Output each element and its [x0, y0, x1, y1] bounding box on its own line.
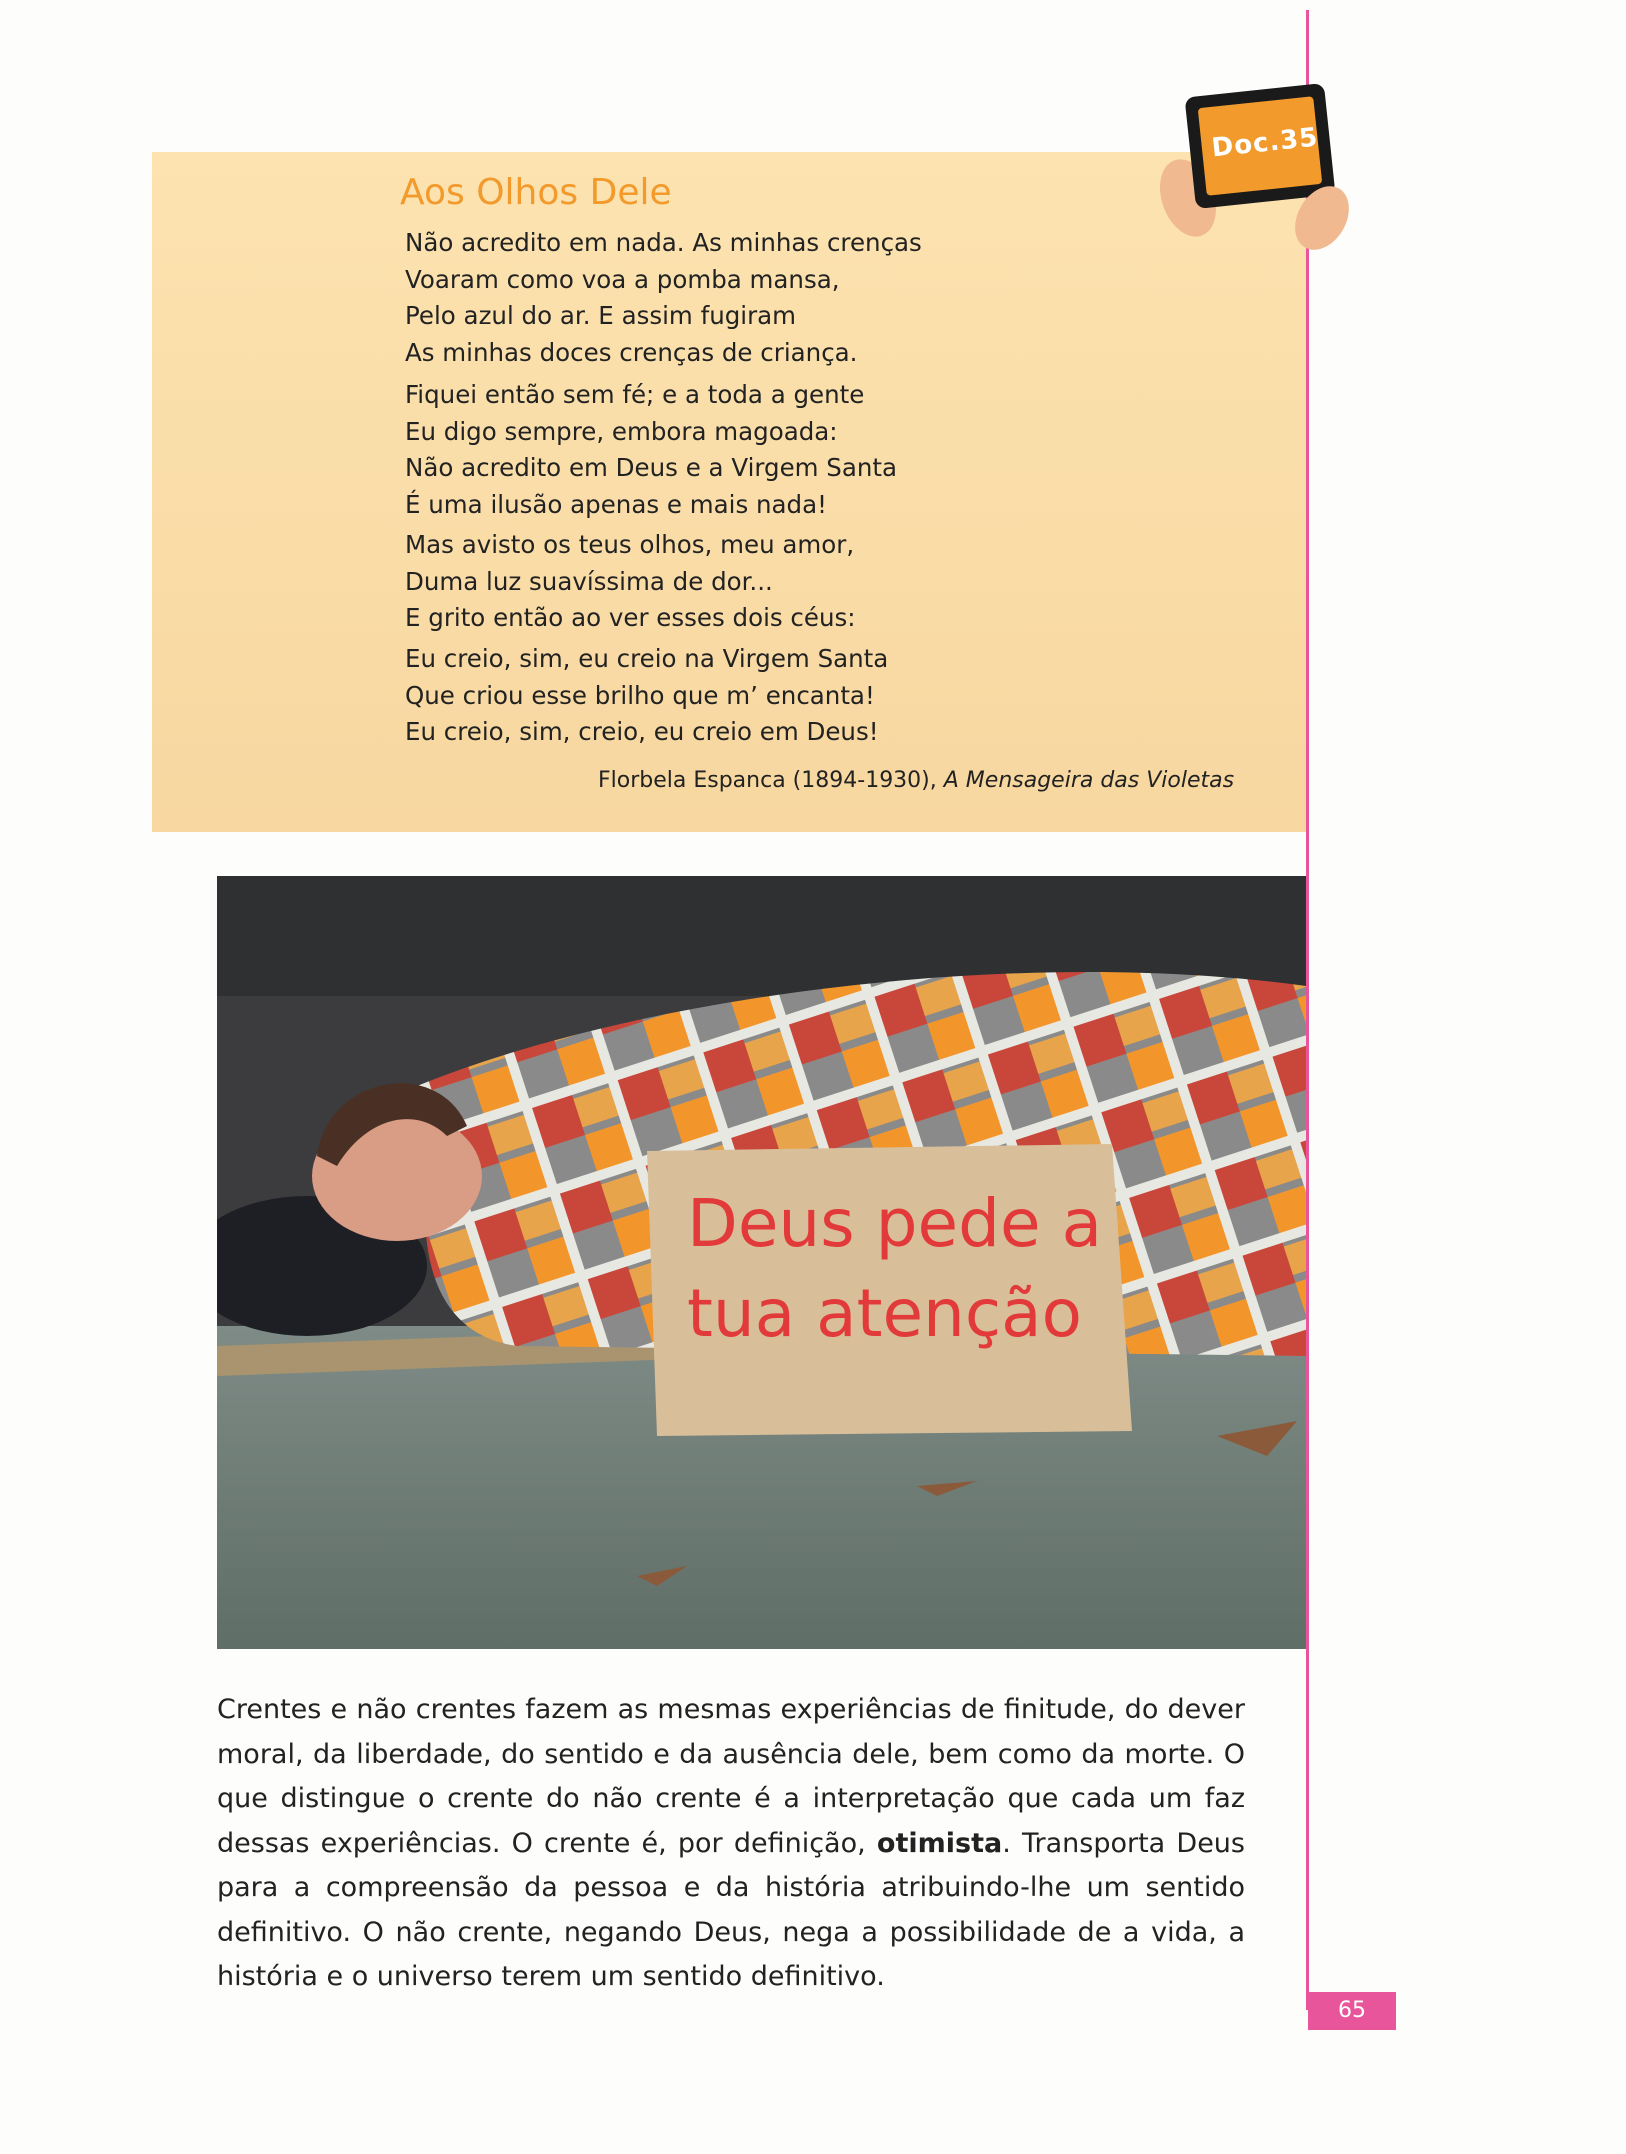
body-text-part-1: Crentes e não crentes fazem as mesmas experiências de finitude, do dever moral, da liberdade, do sentido e da ausência dele, bem como da morte. O que distingue o crente do não crente é a interpretação que cada um faz dessas experiências. O crente é, por definição, — [217, 1694, 1245, 1859]
poem-line: As minhas doces crenças de criança. — [405, 337, 858, 367]
poem-line: Eu creio, sim, eu creio na Virgem Santa — [405, 644, 889, 673]
poem-line: Eu digo sempre, embora magoada: — [405, 416, 838, 446]
poem-work-title: A Mensageira das Violetas — [943, 768, 1235, 793]
poem-stanza-1 — [405, 225, 922, 371]
sign-text-line-1: Deus pede a — [687, 1185, 1103, 1262]
cardboard-sign — [647, 1144, 1132, 1436]
poem-line: Duma luz suavíssima de dor... — [405, 566, 773, 596]
poem-author: Florbela Espanca (1894-1930), — [598, 768, 937, 793]
poem-line: Fiquei então sem fé; e a toda a gente — [405, 380, 865, 409]
poem-line: É uma ilusão apenas e mais nada! — [405, 489, 827, 519]
poem-stanza-4 — [405, 641, 888, 751]
poem-line: Que criou esse brilho que m’ encanta! — [405, 680, 875, 710]
poem-line: Mas avisto os teus olhos, meu amor, — [405, 530, 855, 559]
poem-line: Voaram como voa a pomba mansa, — [405, 264, 840, 294]
poem-line: Eu creio, sim, creio, eu creio em Deus! — [405, 717, 879, 746]
photo-sleeping-man — [217, 876, 1306, 1649]
poem-line: Não acredito em Deus e a Virgem Santa — [405, 453, 898, 482]
body-text-part-2: . Transporta Deus para a compreensão da pessoa e da história atribuindo-lhe um sentido definitivo. O não crente, negando Deus, nega a possibilidade de a vida, a história e o universo terem um sentido definitivo. — [217, 1827, 1245, 1992]
poem-title: Aos Olhos Dele — [400, 172, 672, 213]
page-number: 65 — [1308, 1992, 1396, 2030]
tablet-icon — [1150, 80, 1350, 260]
poem-attribution — [598, 768, 1234, 793]
sign-text-line-2: tua atenção — [687, 1275, 1083, 1352]
poem-line: E grito então ao ver esses dois céus: — [405, 603, 856, 632]
poem-stanza-2 — [405, 377, 897, 523]
poem-line: Não acredito em nada. As minhas crenças — [405, 228, 922, 257]
doc-badge-label: Doc.35 — [1210, 122, 1320, 164]
poem-line: Pelo azul do ar. E assim fugiram — [405, 301, 797, 330]
poem-stanza-3 — [405, 527, 856, 637]
body-emphasis: otimista — [876, 1827, 1003, 1859]
body-paragraph — [217, 1688, 1245, 2000]
page-margin-rule — [1306, 10, 1309, 2010]
